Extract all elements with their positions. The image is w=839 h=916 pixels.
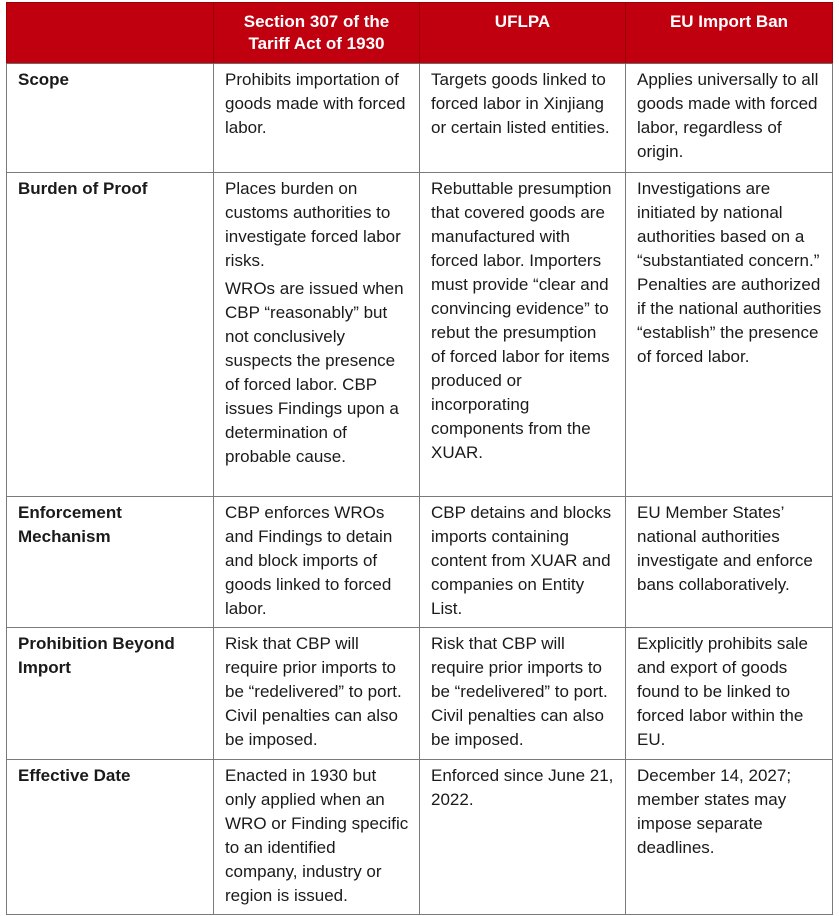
row-label-prohibition-beyond-import: Prohibition Beyond Import [7, 628, 214, 760]
cell-text: Targets goods linked to forced labor in Xinjiang or certain listed entities. [431, 70, 610, 137]
header-blank-cell [7, 3, 214, 64]
cell-date-section-307 [214, 760, 420, 915]
table-row-prohibition-beyond-import [7, 628, 833, 760]
row-label-burden-of-proof: Burden of Proof [7, 173, 214, 497]
cell-enforcement-eu [626, 497, 833, 628]
cell-text: Explicitly prohibits sale and export of goods found to be linked to forced labor within the EU. [637, 634, 809, 749]
cell-text: Enforced since June 21, 2022. [431, 766, 614, 809]
table-row-effective-date [7, 760, 833, 915]
cell-text: Enacted in 1930 but only applied when an WRO or Finding specific to an identified company, industry or region is issued. [225, 766, 409, 905]
cell-text: EU Member States’ national authorities investigate and enforce bans collaboratively. [637, 503, 813, 594]
cell-text: Investigations are initiated by national authorities based on a “substantiated concern.” Penalties are authorized if the national authorities “establish” the presence of forced labor. [637, 179, 822, 366]
row-label-enforcement-mechanism: Enforcement Mechanism [7, 497, 214, 628]
table-body [7, 64, 833, 915]
cell-enforcement-section-307 [214, 497, 420, 628]
cell-text: CBP detains and blocks imports containing content from XUAR and companies on Entity List. [431, 503, 612, 618]
header-uflpa: UFLPA [420, 3, 626, 64]
header-row [7, 3, 833, 64]
cell-date-uflpa [420, 760, 626, 915]
cell-date-eu [626, 760, 833, 915]
cell-text: December 14, 2027; member states may impose separate deadlines. [637, 766, 792, 857]
cell-prohibition-uflpa [420, 628, 626, 760]
cell-burden-eu [626, 173, 833, 497]
cell-text: Rebuttable presumption that covered goods are manufactured with forced labor. Importers must provide “clear and convincing evidence” to rebut the presumption of forced labor for items produced or incorporating components from the XUAR. [431, 179, 612, 462]
cell-scope-eu [626, 64, 833, 173]
header-section-307: Section 307 of the Tariff Act of 1930 [214, 3, 420, 64]
header-eu-import-ban: EU Import Ban [626, 3, 833, 64]
row-label-scope: Scope [7, 64, 214, 173]
comparison-table-container [6, 2, 832, 915]
cell-text: Prohibits importation of goods made with forced labor. [225, 70, 406, 137]
cell-enforcement-uflpa [420, 497, 626, 628]
table-row-enforcement-mechanism [7, 497, 833, 628]
cell-prohibition-section-307 [214, 628, 420, 760]
table-row-scope [7, 64, 833, 173]
cell-text: Applies universally to all goods made with forced labor, regardless of origin. [637, 70, 819, 161]
row-label-effective-date: Effective Date [7, 760, 214, 915]
cell-text: Places burden on customs authorities to investigate forced labor risks. [225, 179, 401, 270]
cell-scope-uflpa [420, 64, 626, 173]
cell-burden-uflpa [420, 173, 626, 497]
cell-prohibition-eu [626, 628, 833, 760]
forced-labor-comparison-table [6, 2, 833, 915]
cell-text: WROs are issued when CBP “reasonably” but not conclusively suspects the presence of forced labor. CBP issues Findings upon a determination of probable cause. [225, 279, 404, 466]
cell-text: Risk that CBP will require prior imports to be “redelivered” to port. Civil penalties can also be imposed. [431, 634, 608, 749]
cell-scope-section-307 [214, 64, 420, 173]
table-header [7, 3, 833, 64]
table-row-burden-of-proof [7, 173, 833, 497]
cell-burden-section-307 [214, 173, 420, 497]
cell-text: CBP enforces WROs and Findings to detain and block imports of goods linked to forced labor. [225, 503, 393, 618]
cell-text: Risk that CBP will require prior imports to be “redelivered” to port. Civil penalties can also be imposed. [225, 634, 402, 749]
